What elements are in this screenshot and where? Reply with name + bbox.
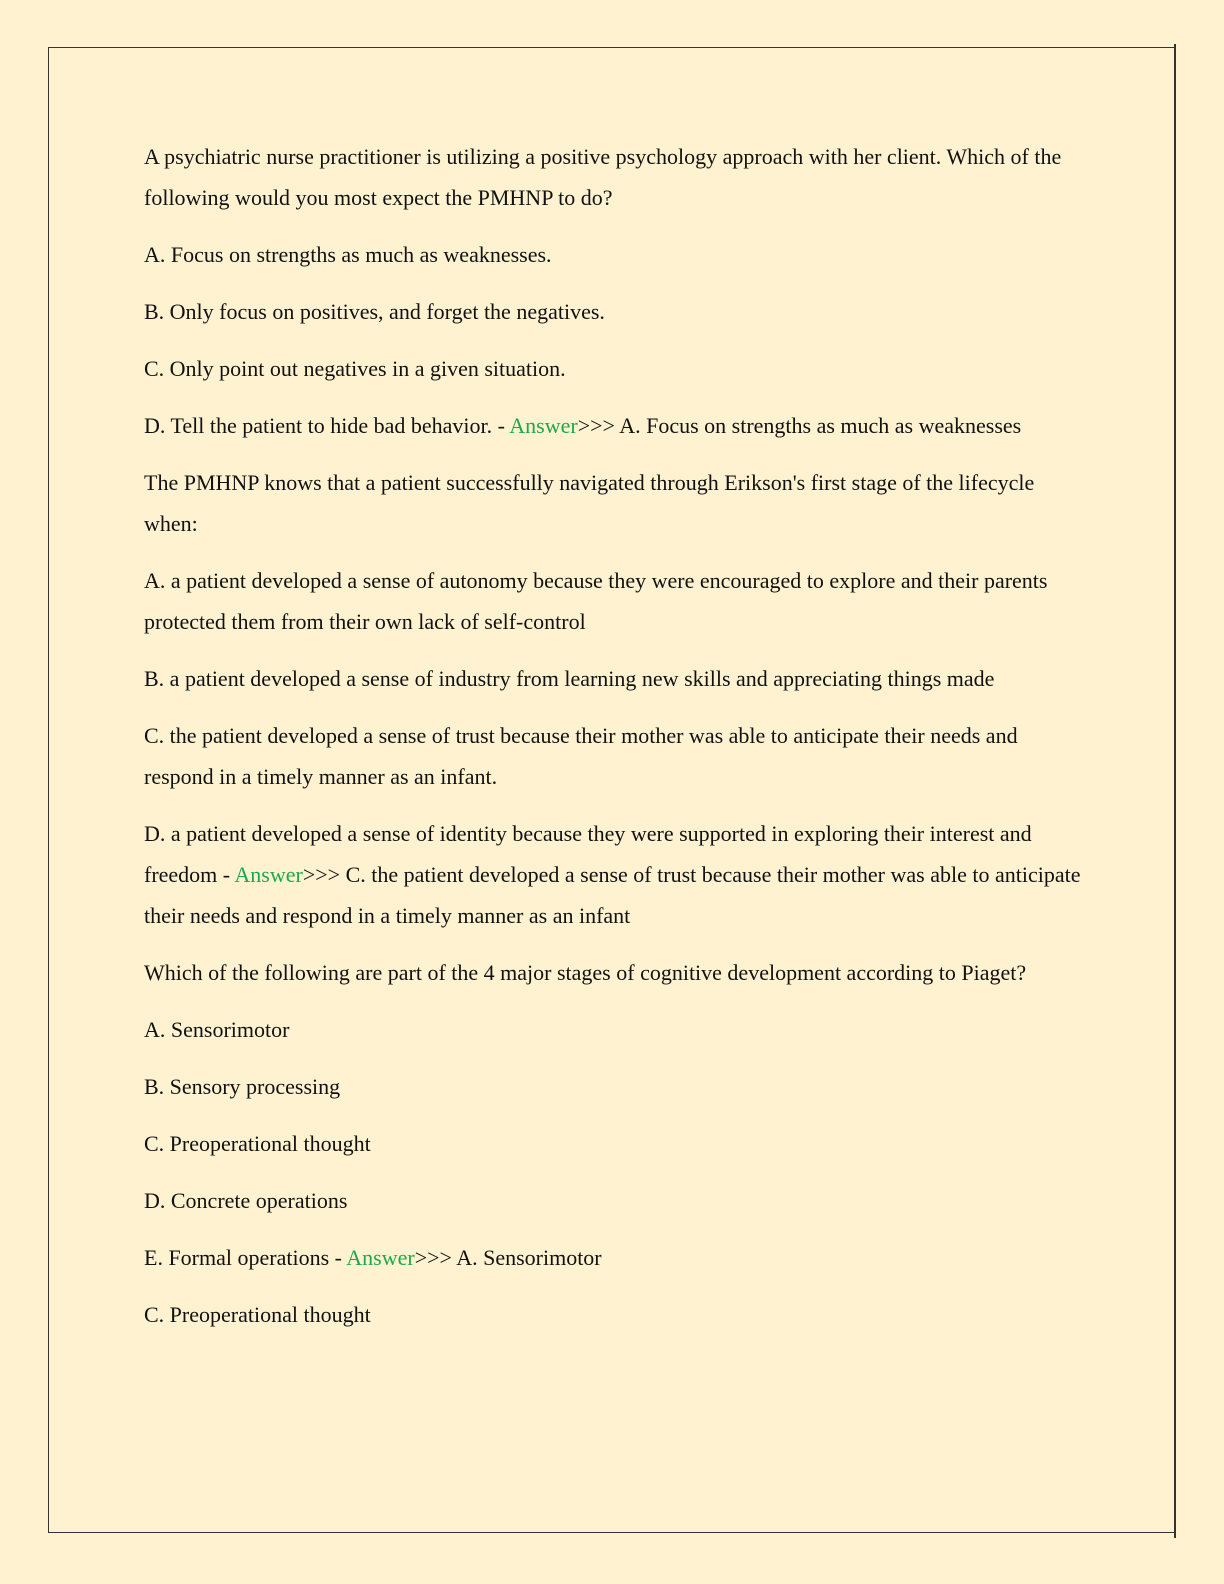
document-body (144, 136, 1084, 1351)
question-3-option-e-with-answer (144, 1237, 1084, 1278)
question-2-answer-text: >>> C. the patient developed a sense of trust because their mother was able to anticipate their needs and respond in a timely manner as an infant (144, 862, 1081, 928)
question-2-stem: The PMHNP knows that a patient successfully navigated through Erikson's first stage of the lifecycle when: (144, 470, 1035, 536)
question-3-option-e: E. Formal operations - (144, 1245, 347, 1270)
question-3-answer-text: >>> A. Sensorimotor (414, 1245, 602, 1270)
question-3-option-d: D. Concrete operations (144, 1188, 348, 1213)
question-3-answer-label: Answer (346, 1245, 415, 1270)
question-3-answer-continuation: C. Preoperational thought (144, 1302, 371, 1327)
question-1-option-b: B. Only focus on positives, and forget the negatives. (144, 299, 605, 324)
question-1-option-a: A. Focus on strengths as much as weaknesses. (144, 242, 552, 267)
question-1-option-d-with-answer (144, 405, 1084, 446)
question-2-option-d: D. a patient developed a sense of identity because they were supported in exploring their interest and freedom - (144, 821, 1032, 887)
question-2-option-b: B. a patient developed a sense of industry from learning new skills and appreciating things made (144, 666, 995, 691)
page-border-right (1174, 44, 1176, 1538)
question-2-answer-label: Answer (234, 862, 303, 887)
question-2-option-a: A. a patient developed a sense of autonomy because they were encouraged to explore and their parents protected them from their own lack of self-control (144, 568, 1048, 634)
question-1-answer-label: Answer (509, 413, 578, 438)
question-2-option-c: C. the patient developed a sense of trust because their mother was able to anticipate their needs and respond in a timely manner as an infant. (144, 723, 1018, 789)
question-1-option-c: C. Only point out negatives in a given situation. (144, 356, 566, 381)
question-2-option-d-with-answer (144, 813, 1084, 936)
question-3-stem: Which of the following are part of the 4 major stages of cognitive development according to Piaget? (144, 960, 1027, 985)
question-1-stem: A psychiatric nurse practitioner is utilizing a positive psychology approach with her client. Which of the following would you most expect the PMHNP to do? (144, 144, 1062, 210)
question-3-option-a: A. Sensorimotor (144, 1017, 290, 1042)
question-3-option-b: B. Sensory processing (144, 1074, 341, 1099)
question-1-option-d: D. Tell the patient to hide bad behavior. - (144, 413, 510, 438)
question-1-answer-text: >>> A. Focus on strengths as much as weaknesses (577, 413, 1022, 438)
question-3-option-c: C. Preoperational thought (144, 1131, 371, 1156)
